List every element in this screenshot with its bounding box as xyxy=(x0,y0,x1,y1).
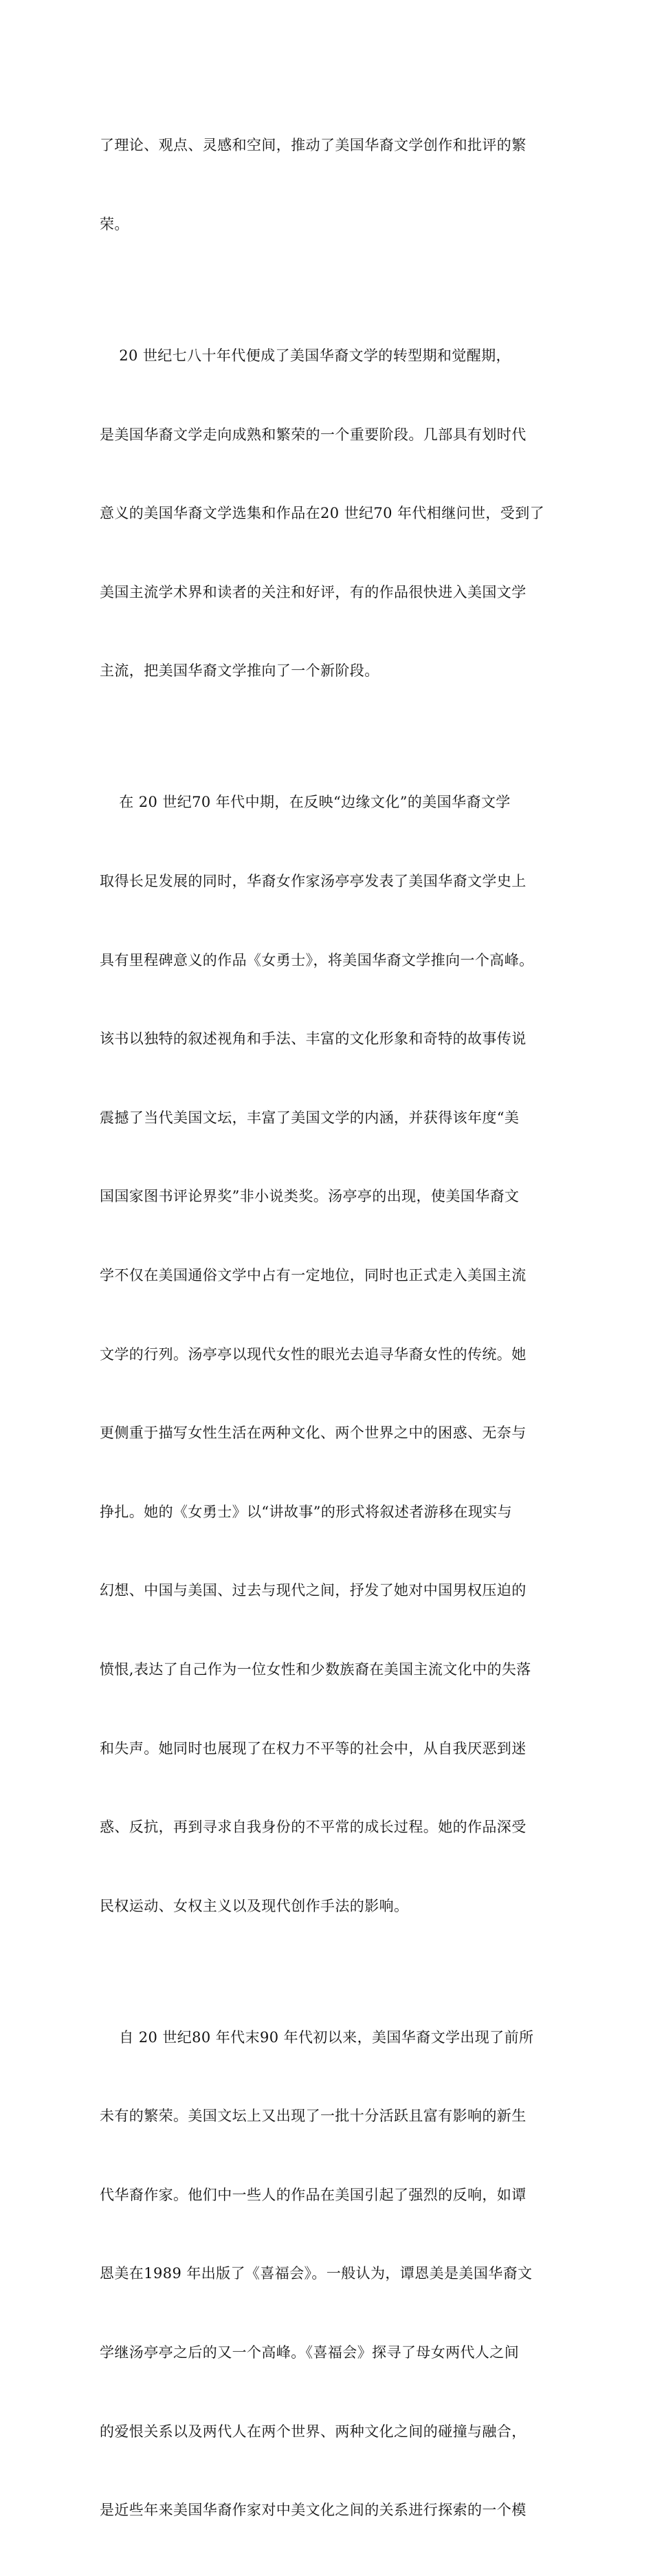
text-line: 取得长足发展的同时，华裔女作家汤亭亭发表了美国华裔文学史上 xyxy=(100,872,527,889)
text-line: 更侧重于描写女性生活在两种文化、两个世界之中的困惑、无奈与 xyxy=(100,1425,527,1442)
text-line: 在 20 世纪70 年代中期，在反映“边缘文化”的美国华裔文学 xyxy=(100,794,511,811)
text-line: 和失声。她同时也展现了在权力不平等的社会中，从自我厌恶到迷 xyxy=(100,1740,527,1757)
text-line: 代华裔作家。他们中一些人的作品在美国引起了强烈的反响，如谭 xyxy=(100,2186,527,2203)
text-line: 未有的繁荣。美国文坛上又出现了一批十分活跃且富有影响的新生 xyxy=(100,2108,527,2125)
text-line: 了理论、观点、灵感和空间，推动了美国华裔文学创作和批评的繁 xyxy=(100,137,527,154)
text-line: 是美国华裔文学走向成熟和繁荣的一个重要阶段。几部具有划时代 xyxy=(100,426,527,443)
paragraph-3 xyxy=(100,737,553,1971)
paragraph-2 xyxy=(100,290,553,737)
text-line: 主流，把美国华裔文学推向了一个新阶段。 xyxy=(100,662,379,680)
text-line: 民权运动、女权主义以及现代创作手法的影响。 xyxy=(100,1897,409,1914)
text-line: 该书以独特的叙述视角和手法、丰富的文化形象和奇特的故事传说 xyxy=(100,1030,527,1048)
text-line: 具有里程碑意义的作品《女勇士》，将美国华裔文学推向一个高峰。 xyxy=(100,951,534,968)
text-line: 学继汤亭亭之后的又一个高峰。《喜福会》探寻了母女两代人之间 xyxy=(100,2344,520,2361)
text-line: 国国家图书评论界奖”非小说类奖。汤亭亭的出现，使美国华裔文 xyxy=(100,1188,520,1205)
body-text xyxy=(100,80,553,2576)
text-line: 学不仅在美国通俗文学中占有一定地位，同时也正式走入美国主流 xyxy=(100,1266,527,1284)
text-line: 美国主流学术界和读者的关注和好评，有的作品很快进入美国文学 xyxy=(100,583,527,600)
text-line: 挣扎。她的《女勇士》以“讲故事”的形式将叙述者游移在现实与 xyxy=(100,1503,513,1520)
text-line: 幻想、中国与美国、过去与现代之间，抒发了她对中国男权压迫的 xyxy=(100,1582,527,1599)
text-line: 文学的行列。汤亭亭以现代女性的眼光去追寻华裔女性的传统。她 xyxy=(100,1345,527,1363)
text-line: 自 20 世纪80 年代末90 年代初以来，美国华裔文学出现了前所 xyxy=(100,2028,534,2046)
text-line: 恩美在1989 年出版了《喜福会》。一般认为，谭恩美是美国华裔文 xyxy=(100,2265,533,2282)
text-line: 20 世纪七八十年代便成了美国华裔文学的转型期和觉醒期， xyxy=(100,347,511,364)
text-line: 愤恨,表达了自己作为一位女性和少数族裔在美国主流文化中的失落 xyxy=(100,1660,531,1678)
text-line: 震撼了当代美国文坛，丰富了美国文学的内涵，并获得该年度“美 xyxy=(100,1109,520,1126)
text-line: 的爱恨关系以及两代人在两个世界、两种文化之间的碰撞与融合， xyxy=(100,2423,527,2440)
paragraph-4 xyxy=(100,1971,553,2576)
text-line: 惑、反抗，再到寻求自我身份的不平常的成长过程。她的作品深受 xyxy=(100,1819,527,1836)
paragraph-1 xyxy=(100,80,553,290)
text-line: 是近些年来美国华裔作家对中美文化之间的关系进行探索的一个模 xyxy=(100,2502,527,2519)
text-line: 意义的美国华裔文学选集和作品在20 世纪70 年代相继问世，受到了 xyxy=(100,505,544,522)
text-line: 荣。 xyxy=(100,216,129,232)
